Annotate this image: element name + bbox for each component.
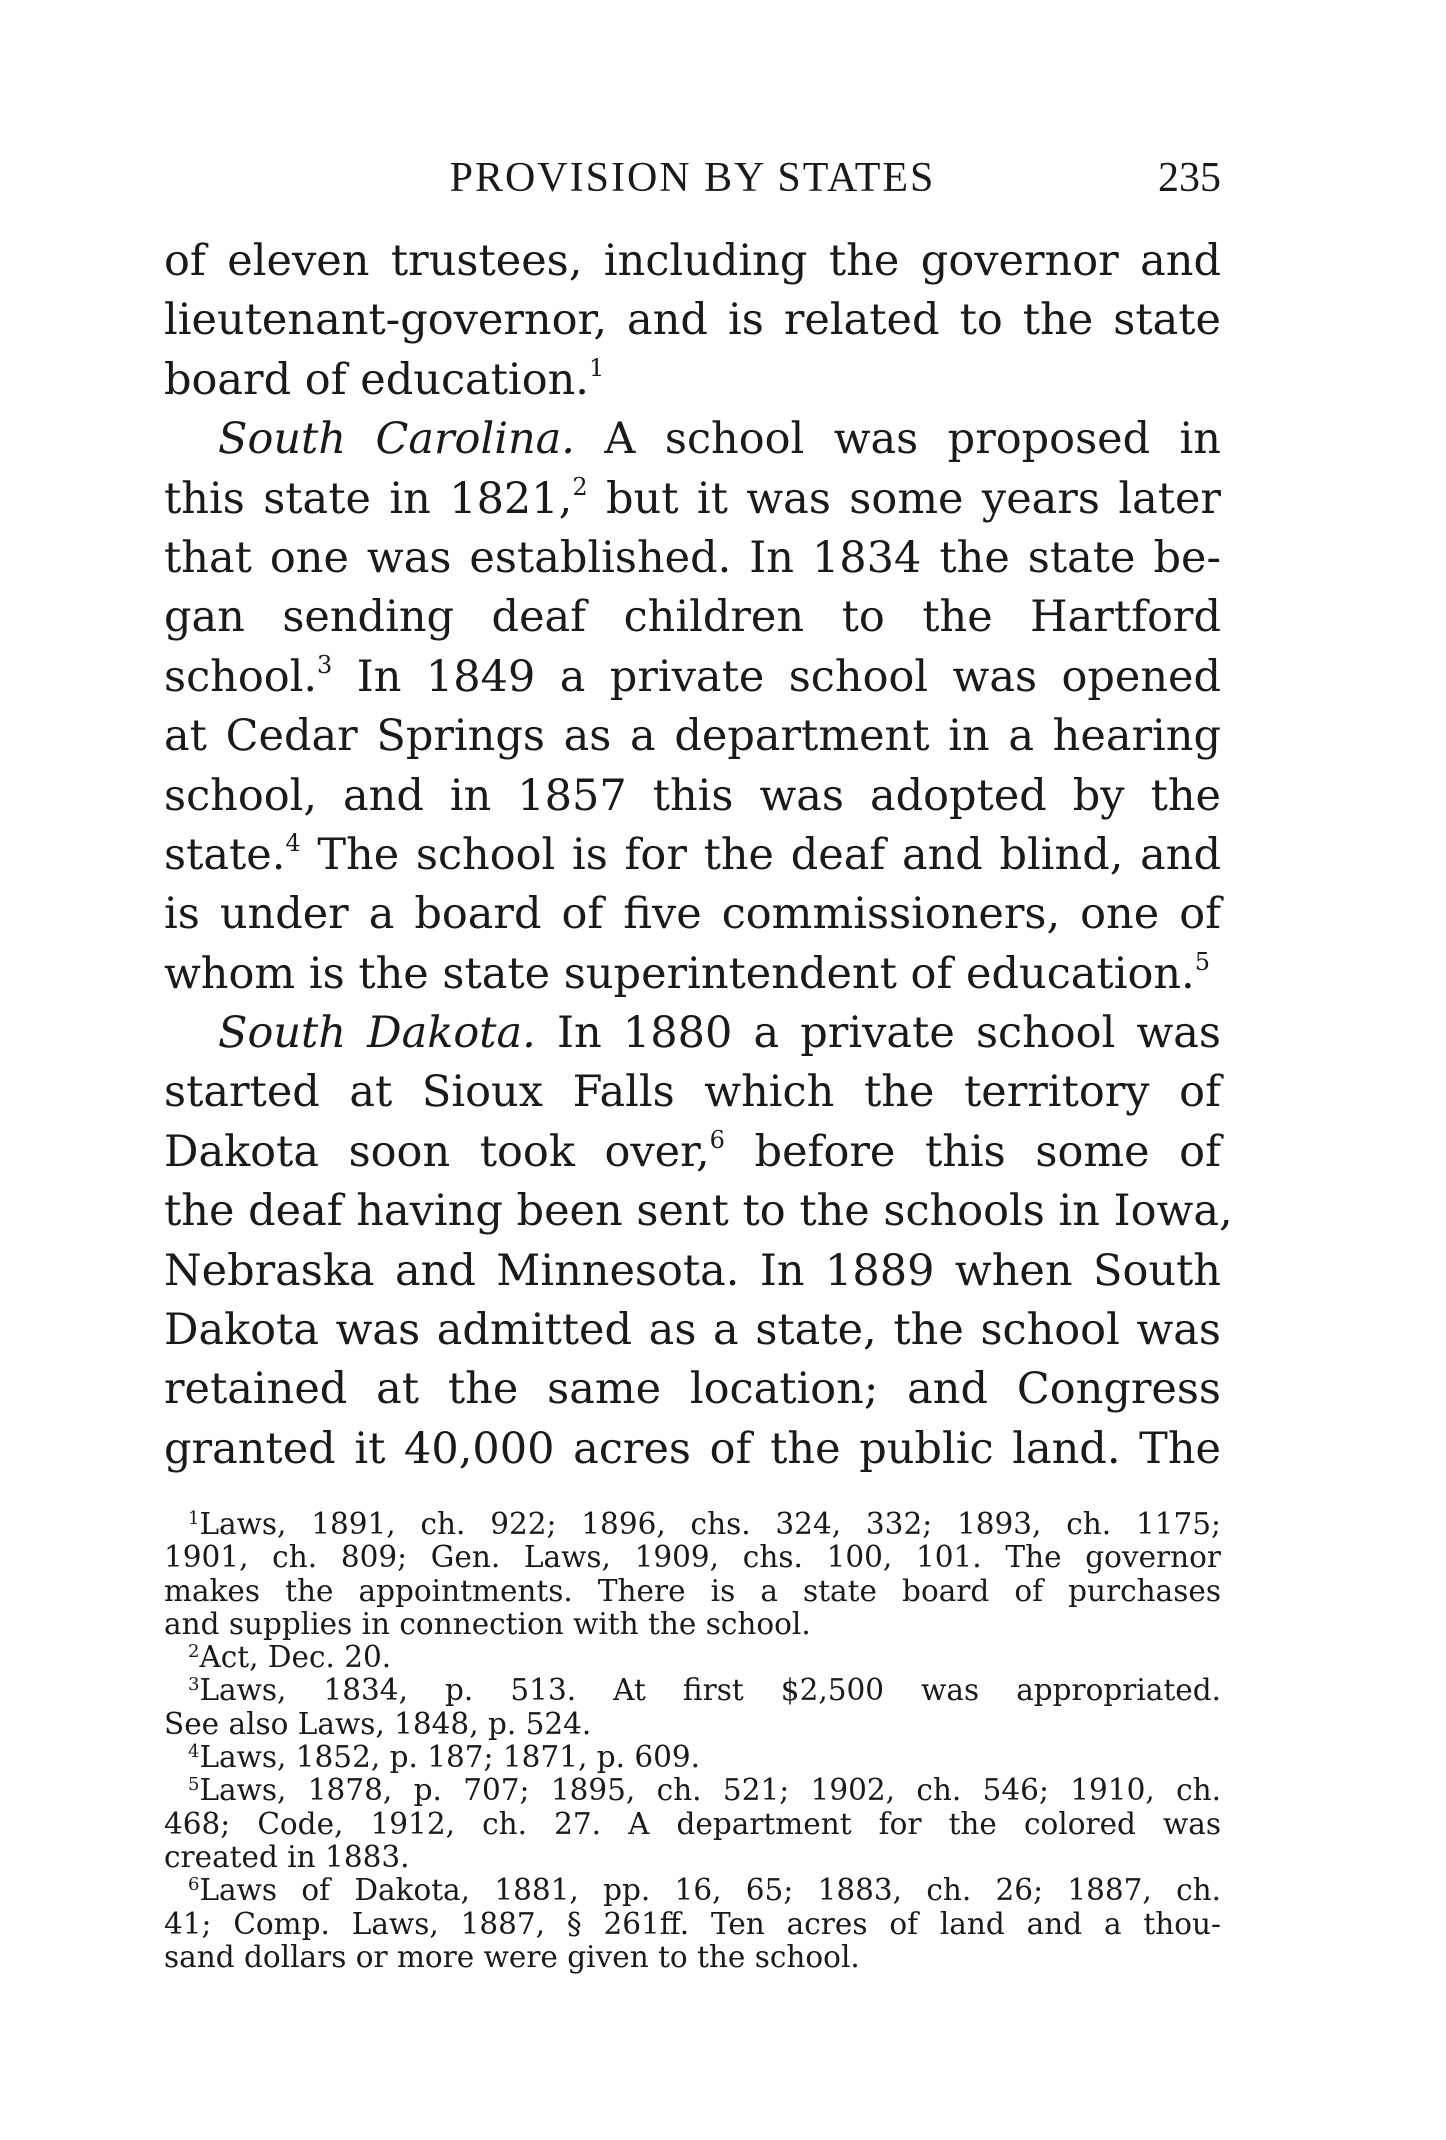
text-line: that one was established. In 1834 the state be- [164, 532, 1221, 583]
footnote-line: See also Laws, 1848, p. 524. [164, 1706, 592, 1741]
text-line: of eleven trustees, including the governor and [164, 236, 1221, 286]
footnote-line [164, 1641, 1221, 1674]
text-line: at Cedar Springs as a department in a hearing [164, 711, 1221, 762]
footnote-text: Laws of Dakota, 1881, pp. 16, 65; 1883, ch. 26; 1887, ch. [199, 1873, 1221, 1908]
text-line: lieutenant-governor, and is related to the state [164, 295, 1221, 346]
footnote-line: 468; Code, 1912, ch. 27. A department for the colored was [164, 1806, 1221, 1841]
footnote-number: 4 [188, 1741, 200, 1763]
section-heading-south-carolina: South Carolina. [218, 414, 575, 465]
text-run: In 1849 a private school was opened [332, 651, 1221, 702]
running-title: PROVISION BY STATES [449, 155, 936, 201]
footnote-text: Laws, 1834, p. 513. At first $2,500 was appropriated. [199, 1673, 1221, 1708]
text-line: retained at the same location; and Congress [164, 1364, 1221, 1415]
footnote-ref: 2 [572, 472, 588, 501]
text-line: the deaf having been sent to the schools in Iowa, [164, 1186, 1233, 1237]
text-line [164, 1004, 1221, 1063]
footnote-line: 1901, ch. 809; Gen. Laws, 1909, chs. 100, 101. The governor [164, 1540, 1221, 1575]
text-line [164, 470, 1221, 529]
footnote-number: 5 [188, 1774, 200, 1796]
footnote-line: makes the appointments. There is a state board of purchases [164, 1573, 1221, 1608]
footnote-text: Act, Dec. 20. [199, 1640, 392, 1675]
footnote-line [164, 1674, 1221, 1707]
footnote-line [164, 1774, 1221, 1807]
footnote-ref: 5 [1194, 947, 1210, 976]
text-line [164, 826, 1221, 885]
footnote-line: 41; Comp. Laws, 1887, § 261ff. Ten acres of land and a thou- [164, 1906, 1221, 1941]
footnote-ref: 1 [588, 353, 605, 382]
footnote-number: 3 [188, 1674, 200, 1696]
text-run: In 1880 a private school was [557, 1008, 1221, 1059]
running-head [164, 154, 1221, 214]
footnote-line: and supplies in connection with the school. [164, 1606, 811, 1641]
text-run: Dakota soon took over, [164, 1126, 710, 1177]
text-run: but it was some years later [587, 473, 1221, 524]
text-run: this state in 1821, [164, 473, 573, 524]
text-run: The school is for the deaf and blind, and [300, 829, 1221, 880]
footnote-line [164, 1874, 1221, 1907]
text-line [164, 351, 1221, 410]
section-heading-south-dakota: South Dakota. [218, 1008, 536, 1059]
text-line [164, 648, 1221, 707]
text-run: state. [164, 829, 286, 880]
footnote-ref: 6 [709, 1125, 725, 1154]
footnote-line [164, 1741, 1221, 1774]
footnote-text: Laws, 1852, p. 187; 1871, p. 609. [199, 1740, 701, 1775]
text-line: is under a board of five commissioners, one of [164, 889, 1221, 940]
footnote-line: sand dollars or more were given to the school. [164, 1939, 860, 1974]
body-text [164, 232, 1233, 1479]
text-line: school, and in 1857 this was adopted by the [164, 770, 1221, 821]
text-run: whom is the state superintendent of education. [164, 948, 1195, 999]
footnote-line [164, 1508, 1221, 1541]
footnote-text: Laws, 1891, ch. 922; 1896, chs. 324, 332; 1893, ch. 1175; [199, 1507, 1221, 1541]
footnote-ref: 4 [285, 828, 301, 857]
text-line: Dakota was admitted as a state, the school was [164, 1305, 1221, 1356]
text-line: gan sending deaf children to the Hartford [164, 592, 1221, 643]
text-line: granted it 40,000 acres of the public land. The [164, 1423, 1221, 1474]
text-run: school. [164, 651, 318, 702]
page-number: 235 [1158, 155, 1221, 201]
text-run: A school was proposed in [604, 414, 1221, 465]
text-line: started at Sioux Falls which the territory of [164, 1067, 1221, 1118]
footnote-text: Laws, 1878, p. 707; 1895, ch. 521; 1902, ch. 546; 1910, ch. [199, 1773, 1221, 1808]
footnote-number: 2 [188, 1641, 200, 1663]
footnote-number: 6 [188, 1874, 200, 1896]
text-line [164, 945, 1221, 1004]
text-line: Nebraska and Minnesota. In 1889 when South [164, 1245, 1221, 1296]
footnotes [164, 1508, 1221, 1974]
text-run: board of education. [164, 354, 589, 405]
text-line [164, 410, 1221, 469]
footnote-line: created in 1883. [164, 1839, 410, 1874]
footnote-number: 1 [188, 1508, 200, 1529]
text-run: before this some of [724, 1126, 1221, 1177]
footnote-ref: 3 [317, 650, 333, 679]
text-line [164, 1123, 1221, 1182]
